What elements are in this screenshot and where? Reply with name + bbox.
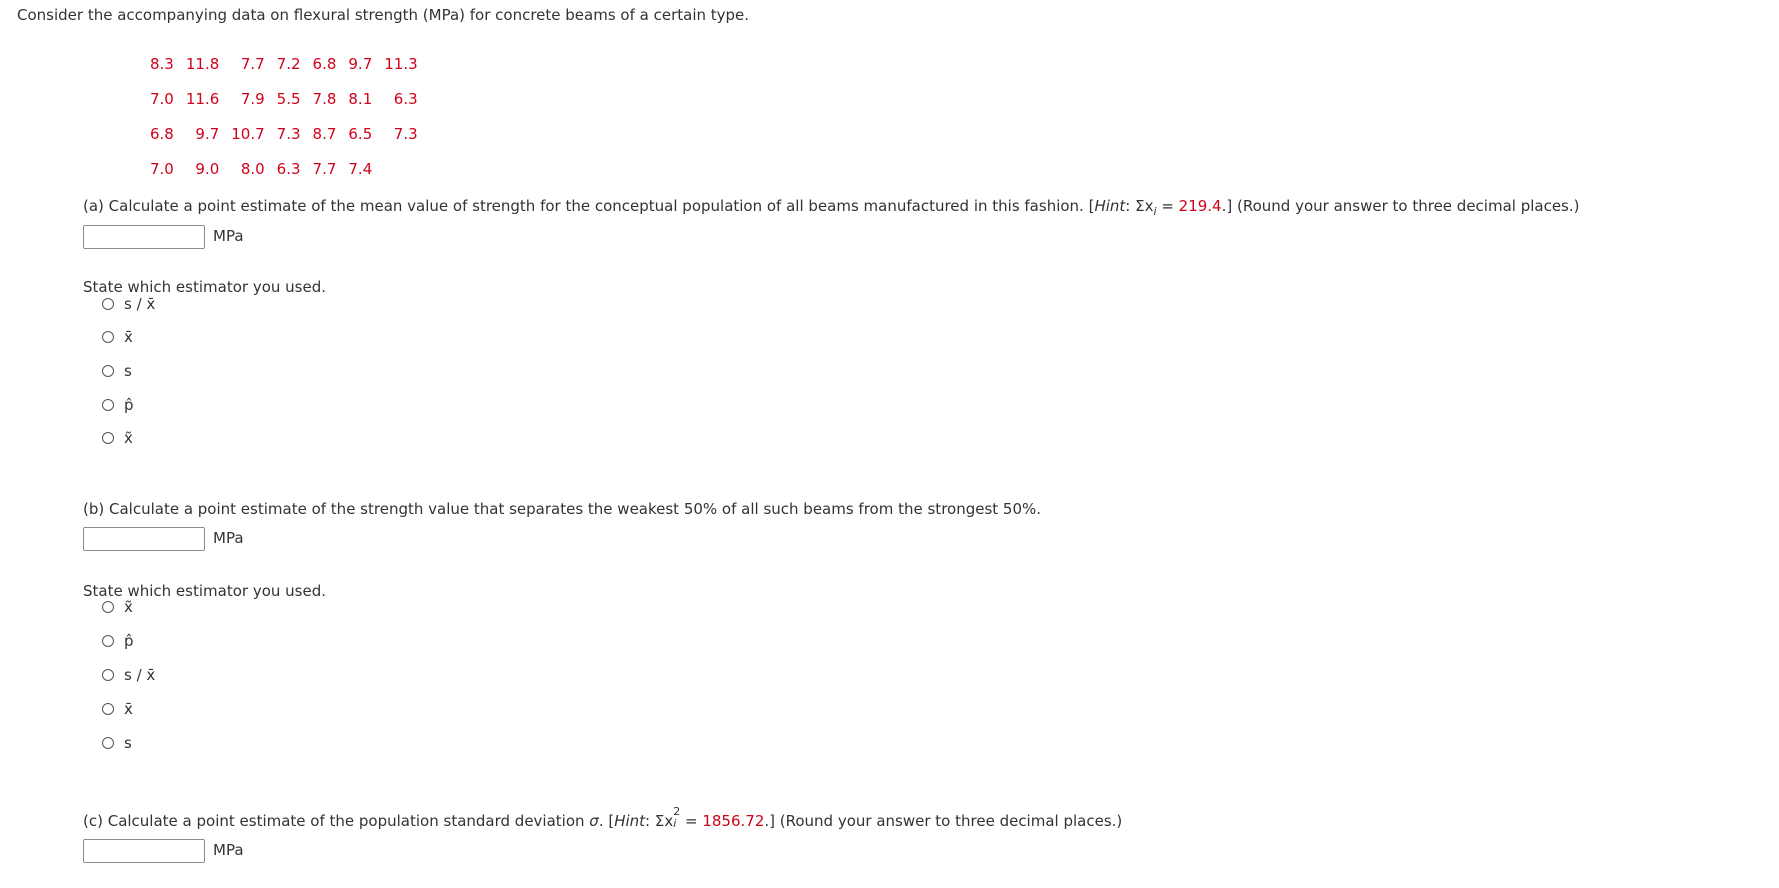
radio-button[interactable]: [102, 432, 114, 444]
part-b-option-s-over-xbar[interactable]: [102, 664, 155, 686]
data-cell: 7.4: [348, 159, 373, 178]
data-cell: 6.3: [276, 159, 301, 178]
part-a-answer-input[interactable]: [83, 225, 205, 249]
option-label: p̂: [124, 632, 134, 650]
radio-button[interactable]: [102, 635, 114, 647]
data-cell: 7.7: [312, 159, 337, 178]
part-b-option-s[interactable]: [102, 732, 132, 754]
part-b-option-xtilde[interactable]: [102, 596, 133, 618]
data-cell: 8.1: [348, 89, 373, 108]
part-a-unit: MPa: [213, 227, 244, 245]
radio-button[interactable]: [102, 365, 114, 377]
data-cell: 7.9: [240, 89, 265, 108]
hint-value: 1856.72: [702, 812, 765, 830]
data-cell: 9.7: [348, 54, 373, 73]
hint-label: Hint: [614, 812, 646, 830]
part-a-question-text: (a) Calculate a point estimate of the mean value of strength for the conceptual population of all beams manufactured in this fashion. [: [83, 197, 1095, 215]
data-cell: 7.7: [240, 54, 265, 73]
radio-button[interactable]: [102, 399, 114, 411]
data-table: [144, 46, 424, 186]
data-cell: 6.3: [393, 89, 418, 108]
radio-button[interactable]: [102, 669, 114, 681]
data-cell: 8.7: [312, 124, 337, 143]
part-c-question: [83, 805, 1123, 830]
part-b-option-phat[interactable]: [102, 630, 134, 652]
data-cell: 11.3: [384, 54, 418, 73]
data-cell: 7.2: [276, 54, 301, 73]
problem-intro: Consider the accompanying data on flexural strength (MPa) for concrete beams of a certain type.: [17, 6, 750, 24]
part-b-answer-input[interactable]: [83, 527, 205, 551]
data-cell: 6.5: [348, 124, 373, 143]
data-cell: 10.7: [231, 124, 265, 143]
data-cell: 8.3: [150, 54, 174, 73]
option-label: s: [124, 734, 132, 752]
radio-button[interactable]: [102, 331, 114, 343]
data-cell: 11.8: [185, 54, 220, 73]
sigma-symbol: σ: [589, 812, 599, 830]
data-cell: [378, 151, 423, 186]
option-label: x̃: [124, 598, 133, 616]
hint-equals: =: [680, 812, 703, 830]
hint-symbol: : Σx: [645, 812, 674, 830]
data-cell: 7.3: [393, 124, 418, 143]
data-cell: 9.7: [195, 124, 220, 143]
hint-label: Hint: [1094, 197, 1126, 215]
part-a-option-xbar[interactable]: [102, 326, 133, 348]
data-row: [144, 151, 424, 186]
part-c-question-text: (c) Calculate a point estimate of the population standard deviation: [83, 812, 590, 830]
radio-button[interactable]: [102, 298, 114, 310]
data-cell: 7.3: [276, 124, 301, 143]
hint-equals: =: [1156, 197, 1179, 215]
data-cell: 11.6: [185, 89, 220, 108]
data-cell: 6.8: [150, 124, 174, 143]
hint-symbol: : Σx: [1125, 197, 1154, 215]
data-cell: 9.0: [195, 159, 220, 178]
part-b-option-xbar[interactable]: [102, 698, 133, 720]
part-b-estimator-prompt: State which estimator you used.: [83, 582, 326, 600]
hint-value: 219.4: [1178, 197, 1222, 215]
part-b-unit: MPa: [213, 529, 244, 547]
option-label: x̃: [124, 429, 133, 447]
data-row: [144, 81, 424, 116]
data-row: [144, 46, 424, 81]
data-cell: 5.5: [276, 89, 301, 108]
data-row: [144, 116, 424, 151]
option-label: s / x̄: [124, 666, 156, 684]
option-label: s / x̄: [124, 295, 156, 313]
part-a-option-s-over-xbar[interactable]: [102, 293, 155, 315]
option-label: x̄: [124, 328, 133, 346]
data-cell: 7.8: [312, 89, 337, 108]
data-cell: 6.8: [312, 54, 337, 73]
hint-subscript: i: [1153, 205, 1157, 218]
option-label: s: [124, 362, 132, 380]
radio-button[interactable]: [102, 601, 114, 613]
part-c-unit: MPa: [213, 841, 244, 859]
part-b-question: (b) Calculate a point estimate of the strength value that separates the weakest 50% of all such beams from the strongest 50%.: [83, 500, 1042, 518]
data-cell: 7.0: [150, 159, 174, 178]
hint-superscript: 2: [673, 805, 681, 818]
part-a-question-end: .] (Round your answer to three decimal places.): [1221, 197, 1580, 215]
part-c-answer-input[interactable]: [83, 839, 205, 863]
part-a-question: [83, 197, 1580, 218]
hint-scripts: [673, 805, 681, 830]
part-c-question-mid: . [: [598, 812, 615, 830]
part-a-estimator-prompt: State which estimator you used.: [83, 278, 326, 296]
option-label: x̄: [124, 700, 133, 718]
part-a-option-s[interactable]: [102, 360, 132, 382]
part-a-option-phat[interactable]: [102, 394, 134, 416]
radio-button[interactable]: [102, 737, 114, 749]
part-c-question-end: .] (Round your answer to three decimal places.): [764, 812, 1123, 830]
radio-button[interactable]: [102, 703, 114, 715]
hint-subscript: i: [673, 817, 677, 830]
data-cell: 7.0: [150, 89, 174, 108]
part-a-option-xtilde[interactable]: [102, 427, 133, 449]
data-cell: 8.0: [240, 159, 265, 178]
option-label: p̂: [124, 396, 134, 414]
